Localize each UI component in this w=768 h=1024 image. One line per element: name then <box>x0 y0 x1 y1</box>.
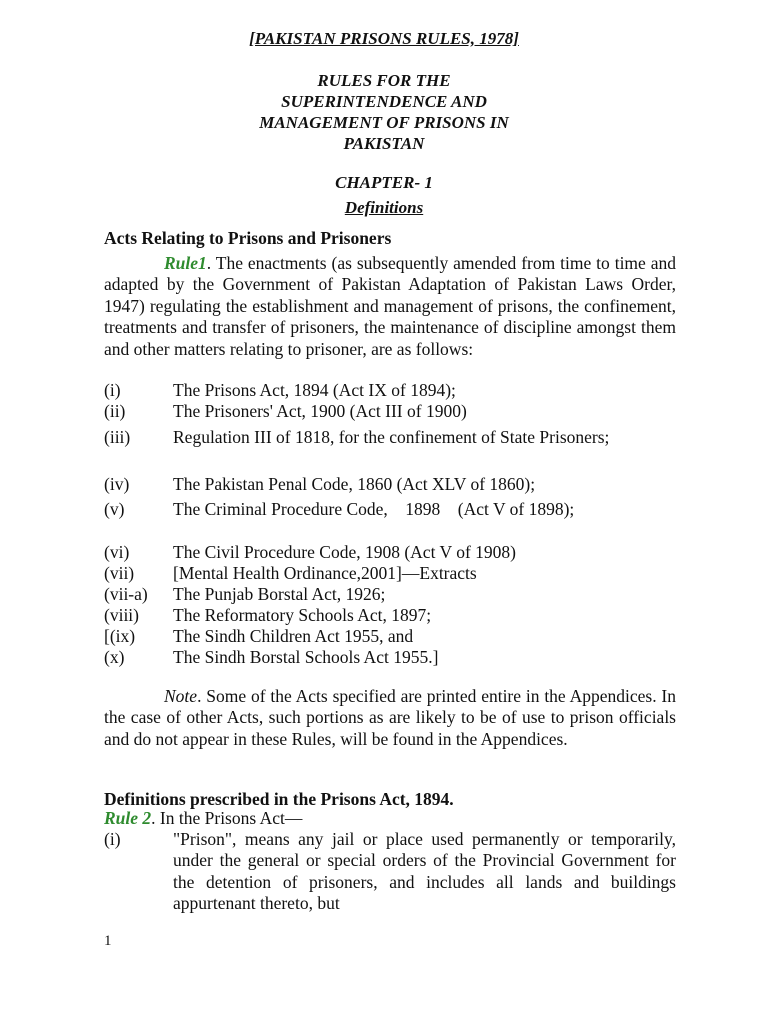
rules-title-line-1: RULES FOR THE <box>317 71 451 90</box>
definitions-heading: Definitions prescribed in the Prisons Act, 1894. <box>104 789 454 809</box>
rules-title-line-2: SUPERINTENDENCE AND <box>281 92 487 111</box>
rule-1-paragraph <box>104 253 676 360</box>
acts-heading: Acts Relating to Prisons and Prisoners <box>104 228 392 248</box>
note-paragraph <box>104 686 676 750</box>
note-label: Note <box>164 686 198 706</box>
rule-2-text: . In the Prisons Act— <box>151 808 303 828</box>
document-page: [PAKISTAN PRISONS RULES, 1978] RULES FOR THE SUPERINTENDENCE AND MANAGEMENT OF PRISONS IN PAKISTAN CHAPTER- 1 Definitions Acts Relating to Prisons and Prisoners Rule1. The enactments (as subsequently amended from time to time and adapted by the Government of Pakistan Adaptation of Pakistan Laws Order, 1947) regulating the establishment and management of prisons, the confinement, treatments and transfer of prisoners, the maintenance of discipline amongst them and other matters relating to prisoner, are as follows: (i) The Prisons Act, 1894 (Act IX of 1894); (ii) The Prisoners' Act, 1900 (Act III of 1900) (iii) Regulation III of 1818, for the confinement of State Prisoners; (iv) The Pakistan Penal Code, 1860 (Act XLV of 1860); (v) The Criminal Procedure Code, 1898 (Act V of 1898); (vi) The Civil Procedure Code, 1908 (Act V of 1908) (vii) [Mental Health Ordinance,2001]—Extracts (vii-a) The Punjab Borstal Act, 1926; (viii) The Reformatory Schools Act, 1897; [(ix) The Sindh Children Act 1955, and (x) The Sindh Borstal Schools Act 1955.] Note. Some of the Acts specified are printed entire in the Appendices. In the case of other Acts, such portions as are likely to be of use to prison officials and do not appear in these Rules, will be found in the Appendices. Definitions prescribed in the Prisons Act, 1894. Rule 2. In the Prisons Act— (i) "Prison", means any jail or place used permanently or temporarily, under the general or special orders of the Provincial Government for the detention of prisoners, and includes all lands and buildings appurtenant thereto, but 1 <box>0 0 768 1024</box>
rule-2-label: Rule 2 <box>104 808 152 828</box>
act-title: [PAKISTAN PRISONS RULES, 1978] <box>249 29 519 48</box>
rule-1-label: Rule1 <box>164 253 207 273</box>
page-number: 1 <box>104 933 112 949</box>
note-text: . Some of the Acts specified are printed entire in the Appendices. In the case of other Acts, such portions as are likely to be of use to prison officials and do not appear in these Rules, will be found in the Appendices. <box>104 686 676 749</box>
chapter-title: CHAPTER- 1 <box>335 173 433 192</box>
rule-1-text: . The enactments (as subsequently amended from time to time and adapted by the Government of Pakistan Adaptation of Pakistan Laws Order, 1947) regulating the establishment and management of prisons, the confinement, treatments and transfer of prisoners, the maintenance of discipline amongst them and other matters relating to prisoner, are as follows: <box>104 253 676 359</box>
rules-title-line-4: PAKISTAN <box>343 134 425 153</box>
rules-title-line-3: MANAGEMENT OF PRISONS IN <box>259 113 509 132</box>
section-title: Definitions <box>344 198 424 217</box>
rule-2-line <box>104 808 676 829</box>
